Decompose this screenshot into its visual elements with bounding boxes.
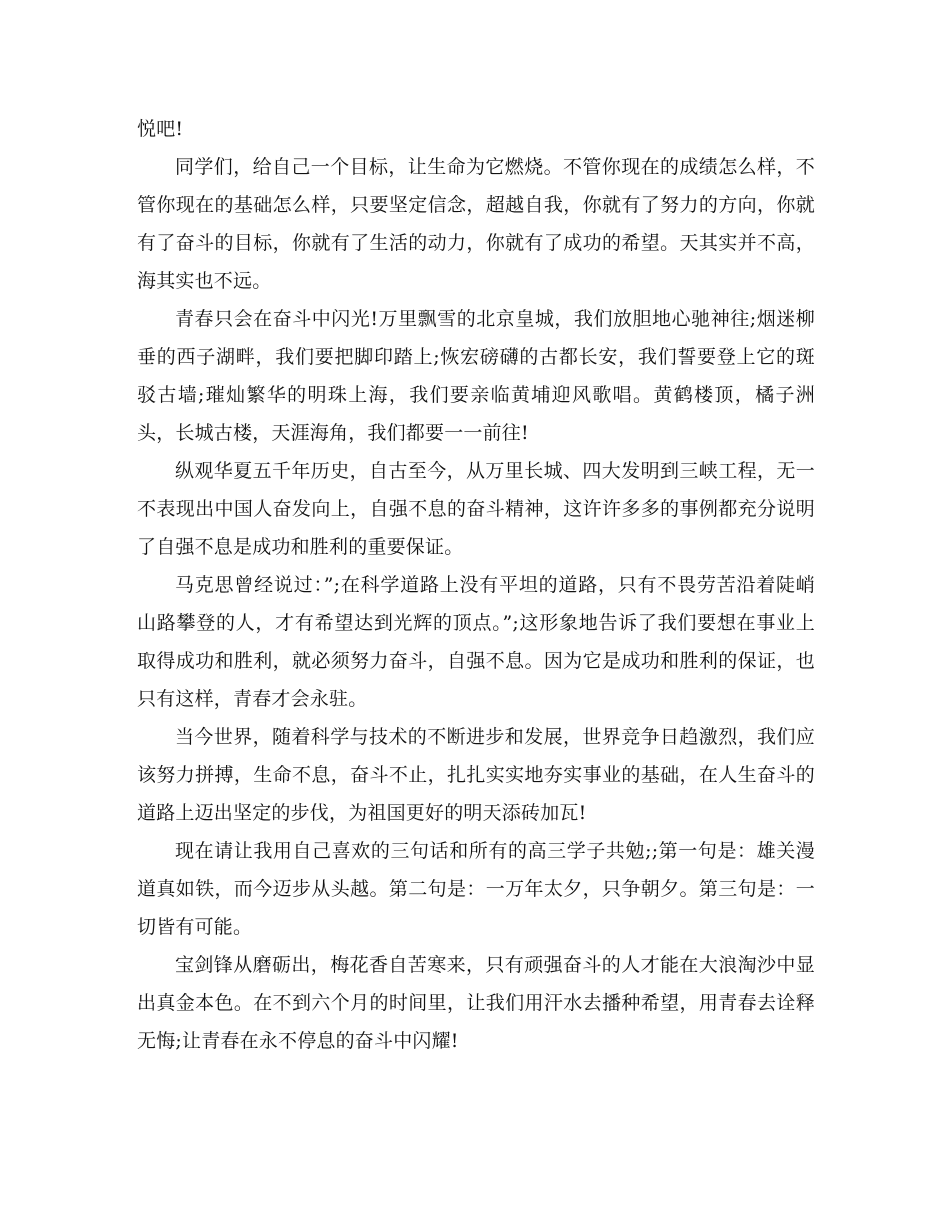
paragraph-youth-shines: 青春只会在奋斗中闪光!万里飘雪的北京皇城，我们放胆地心驰神往;烟迷柳垂的西子湖畔，我们要把脚印踏上;恢宏磅礴的古都长安，我们誓要登上它的斑驳古墙;璀灿繁华的明珠上海，我们要亲临黄埔迎风歌唱。黄鹤楼顶，橘子洲头，长城古楼，天涯海角，我们都要一一前往! xyxy=(137,308,815,444)
paragraph-world-today: 当今世界，随着科学与技术的不断进步和发展，世界竞争日趋激烈，我们应该努力拼搏，生命不息，奋斗不止，扎扎实实地夯实事业的基础，在人生奋斗的道路上迈出坚定的步伐，为祖国更好的明天添砖加瓦! xyxy=(137,726,815,824)
paragraph-closing-fragment: 悦吧! xyxy=(137,118,184,140)
document-body xyxy=(137,110,815,1060)
paragraph-goal: 同学们，给自己一个目标，让生命为它燃烧。不管你现在的成绩怎么样，不管你现在的基础怎么样，只要坚定信念，超越自我，你就有了努力的方向，你就有了奋斗的目标，你就有了生活的动力，你就有了成功的希望。天其实并不高，海其实也不远。 xyxy=(137,156,815,292)
paragraph-marx-quote: 马克思曾经说过：”;在科学道路上没有平坦的道路，只有不畏劳苦沿着陡峭山路攀登的人，才有希望达到光辉的顶点。”;这形象地告诉了我们要想在事业上取得成功和胜利，就必须努力奋斗，自强不息。因为它是成功和胜利的保证，也只有这样，青春才会永驻。 xyxy=(137,574,815,710)
paragraph-history: 纵观华夏五千年历史，自古至今，从万里长城、四大发明到三峡工程，无一不表现出中国人奋发向上，自强不息的奋斗精神，这许许多多的事例都充分说明了自强不息是成功和胜利的重要保证。 xyxy=(137,460,815,558)
paragraph-conclusion: 宝剑锋从磨砺出，梅花香自苦寒来，只有顽强奋斗的人才能在大浪淘沙中显出真金本色。在不到六个月的时间里，让我们用汗水去播种希望，用青春去诠释无悔;让青春在永不停息的奋斗中闪耀! xyxy=(137,954,815,1052)
paragraph-three-sayings: 现在请让我用自己喜欢的三句话和所有的高三学子共勉;;第一句是：雄关漫道真如铁，而今迈步从头越。第二句是：一万年太夕，只争朝夕。第三句是：一切皆有可能。 xyxy=(137,840,815,938)
